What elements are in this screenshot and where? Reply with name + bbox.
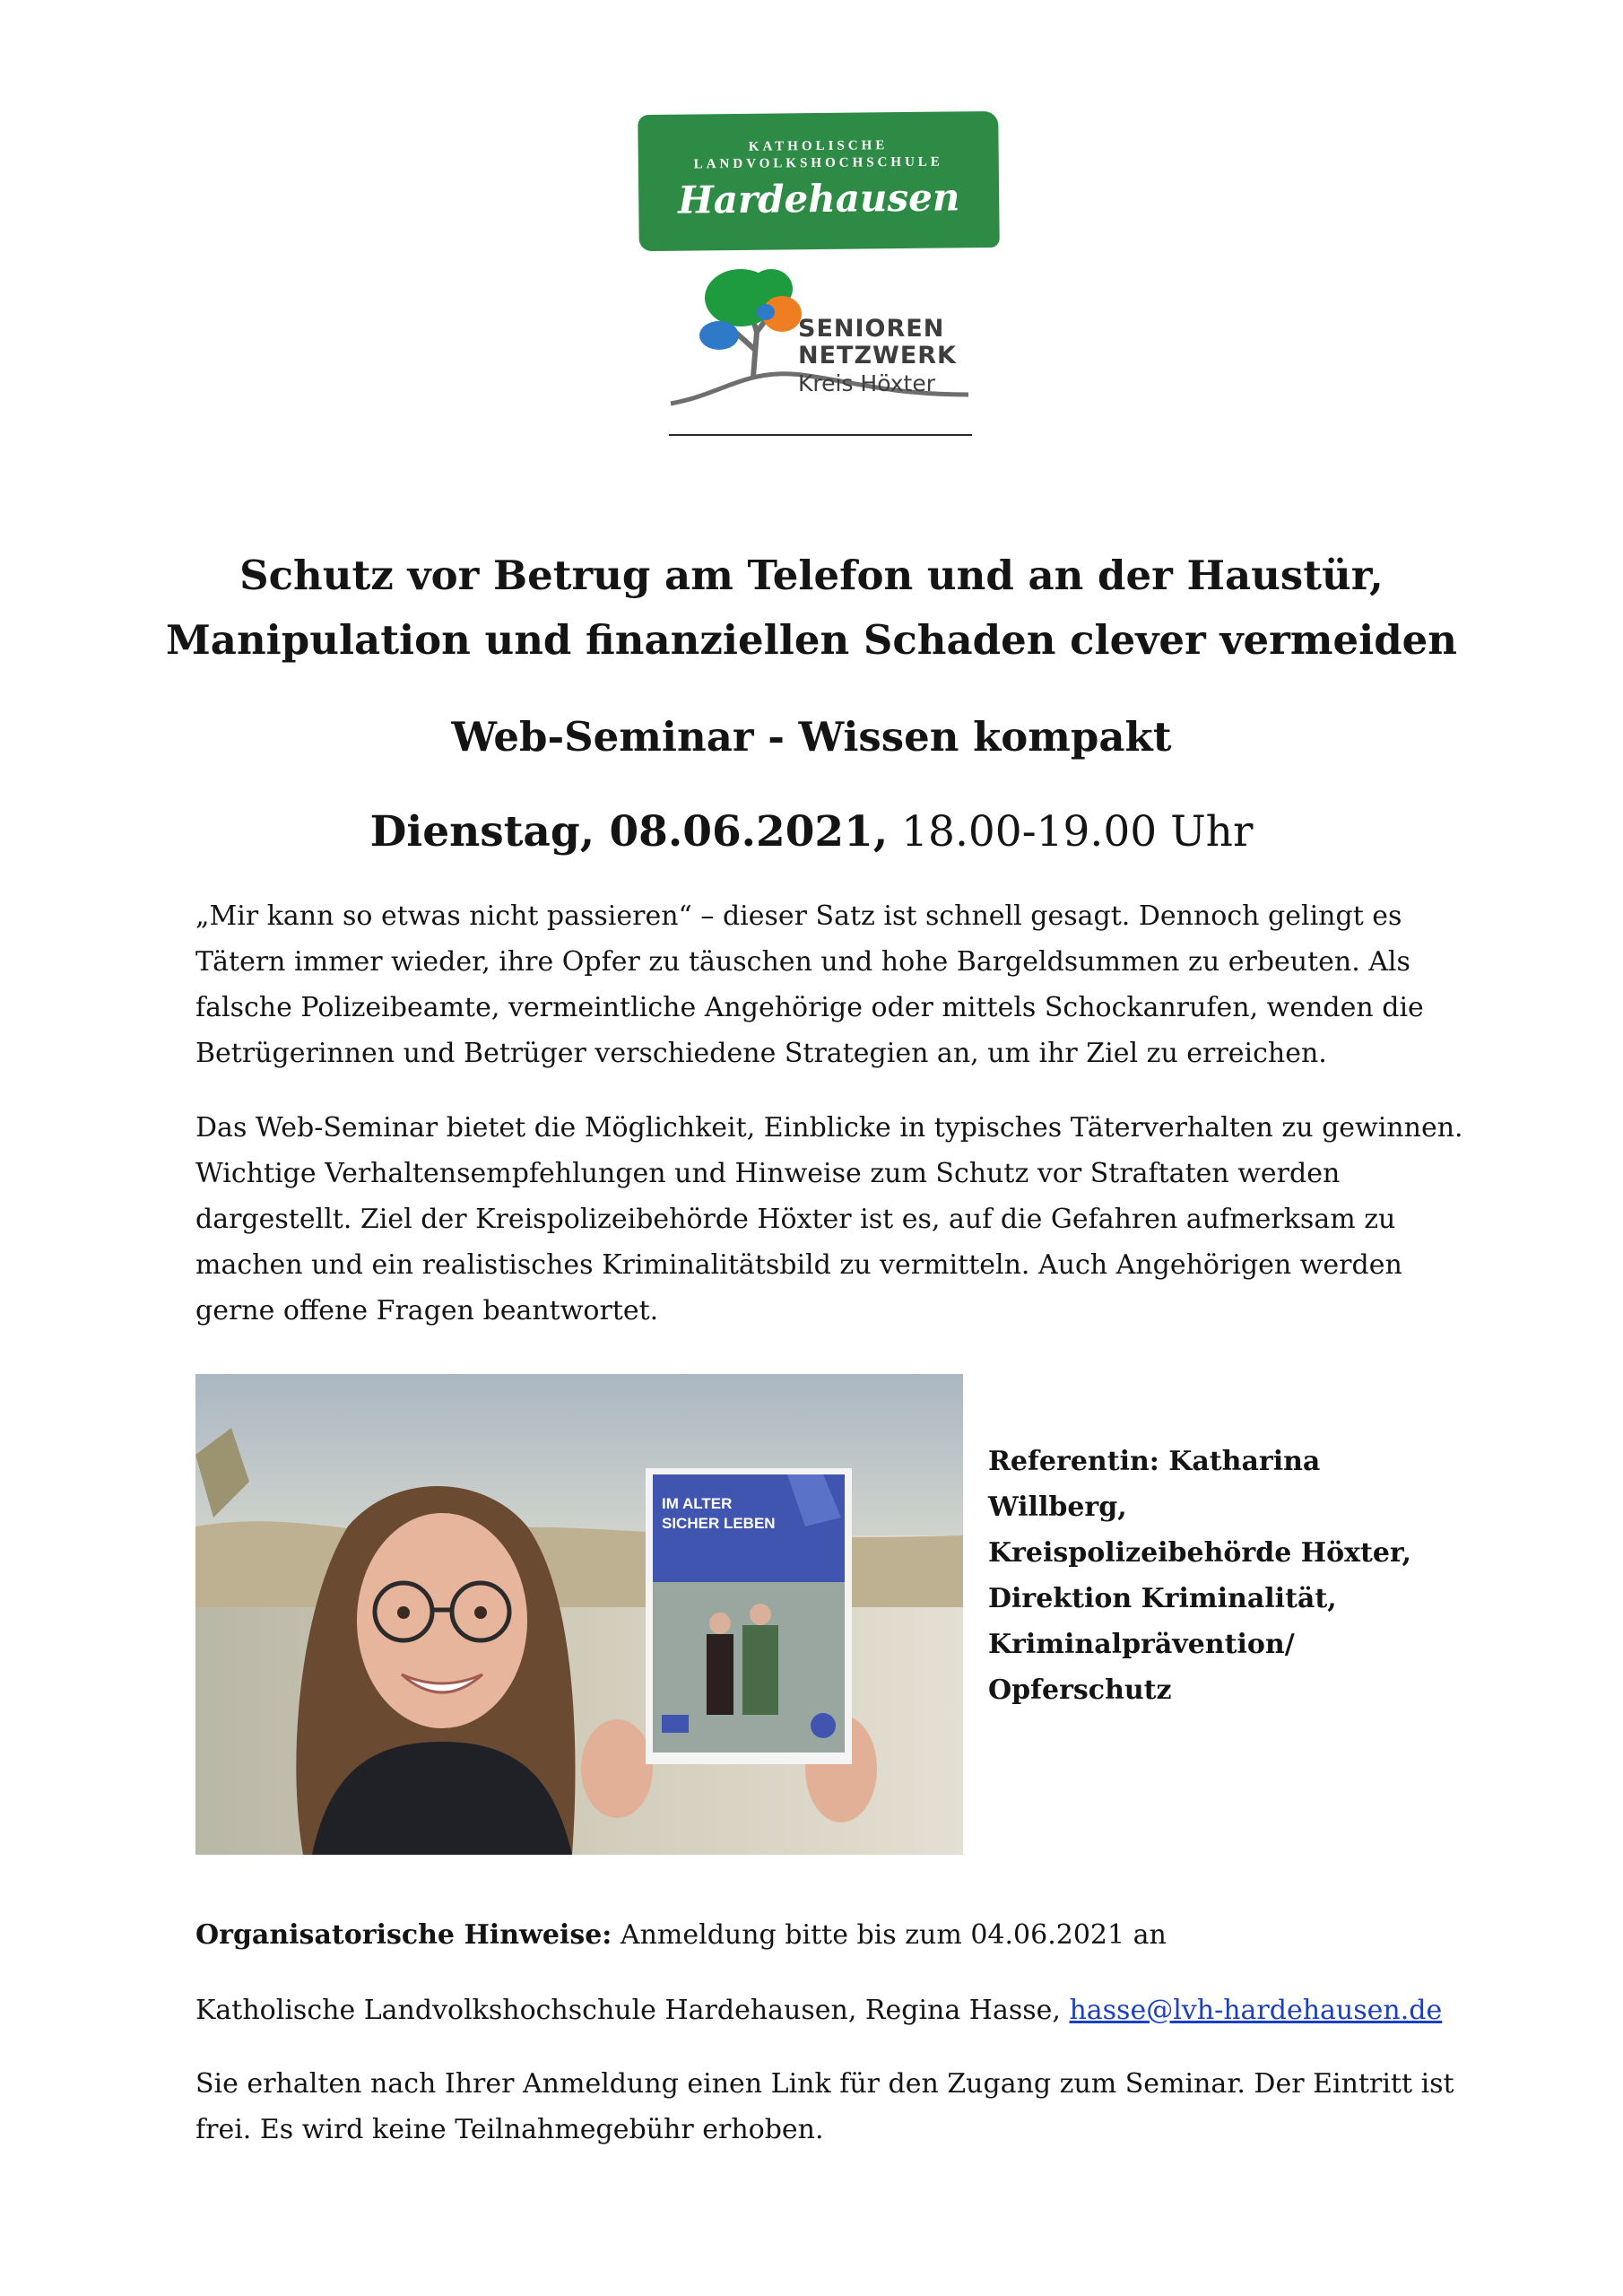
organisation-text: Anmeldung bitte bis zum 04.06.2021 an bbox=[612, 1919, 1167, 1951]
logo-netzwerk: NETZWERK bbox=[798, 342, 957, 370]
booklet-title-line-1: IM ALTER bbox=[662, 1495, 733, 1512]
contact-line bbox=[195, 1987, 1469, 2033]
entry-info: Sie erhalten nach Ihrer Anmeldung einen Link für den Zugang zum Seminar. Der Eintritt ist frei. Es wird keine Teilnahmegebühr erhoben. bbox=[195, 2068, 1454, 2145]
lvh-hardehausen-logo bbox=[638, 111, 1000, 251]
intro-paragraph: „Mir kann so etwas nicht passieren“ – dieser Satz ist schnell gesagt. Dennoch gelingt es Tätern immer wieder, ihre Opfer zu täuschen und hohe Bargeldsummen zu erbeuten. Als falsche Polizeibeamte, vermeintliche Angehörige oder mittels Schockanrufen, wenden die Betrügerinnen und Betrüger verschiedene Strategien an, um ihr Ziel zu erreichen. bbox=[195, 900, 1424, 1069]
speaker-line-4: Kriminalprävention/ bbox=[988, 1629, 1295, 1660]
description-paragraph: Das Web-Seminar bietet die Möglichkeit, Einblicke in typisches Täterverhalten zu gewinnen. Wichtige Verhaltensempfehlungen und Hinweise zum Schutz vor Straftaten werden dargestellt. Ziel der Kreispolizeibehörde Höxter ist es, auf die Gefahren aufmerksam zu machen und ein realistisches Kriminalitätsbild zu vermitteln. Auch Angehörigen werden gerne offene Fragen beantwortet. bbox=[195, 1112, 1463, 1326]
contact-email-link[interactable]: hasse@lvh-hardehausen.de bbox=[1069, 1995, 1443, 2026]
page-title bbox=[0, 544, 1623, 673]
organisation-label: Organisatorische Hinweise: bbox=[195, 1919, 612, 1951]
booklet-title-line-2: SICHER LEBEN bbox=[662, 1515, 776, 1532]
subtitle: Web-Seminar - Wissen kompakt bbox=[451, 713, 1172, 761]
logo-kreis-hoexter: Kreis Höxter bbox=[798, 370, 936, 396]
speaker-line-3: Direktion Kriminalität, bbox=[988, 1583, 1337, 1614]
logo-line-katholische: KATHOLISCHE bbox=[748, 138, 889, 154]
event-date bbox=[0, 805, 1623, 859]
logo-senioren: SENIOREN bbox=[798, 315, 945, 343]
title-line-1: Schutz vor Betrug am Telefon und an der Haustür, bbox=[239, 552, 1384, 599]
speaker-line-5: Opferschutz bbox=[988, 1674, 1172, 1706]
title-line-2: Manipulation und finanziellen Schaden clever vermeiden bbox=[165, 616, 1458, 664]
contact-text: Katholische Landvolkshochschule Hardehausen, Regina Hasse, bbox=[195, 1995, 1070, 2026]
logo-script-hardehausen: Hardehausen bbox=[677, 175, 960, 222]
logo-line-landvolkshochschule: LANDVOLKSHOCHSCHULE bbox=[693, 154, 943, 172]
senioren-netzwerk-wordmark bbox=[798, 316, 957, 398]
speaker-info bbox=[988, 1439, 1454, 1713]
speaker-line-1: Referentin: Katharina Willberg, bbox=[988, 1446, 1321, 1523]
speaker-photo bbox=[195, 1374, 963, 1855]
logo-divider bbox=[669, 434, 972, 436]
event-day-date: Dienstag, 08.06.2021, bbox=[369, 807, 889, 857]
speaker-line-2: Kreispolizeibehörde Höxter, bbox=[988, 1537, 1412, 1569]
event-time: 18.00-19.00 Uhr bbox=[901, 807, 1254, 857]
organisation-notes bbox=[195, 1912, 1469, 1958]
